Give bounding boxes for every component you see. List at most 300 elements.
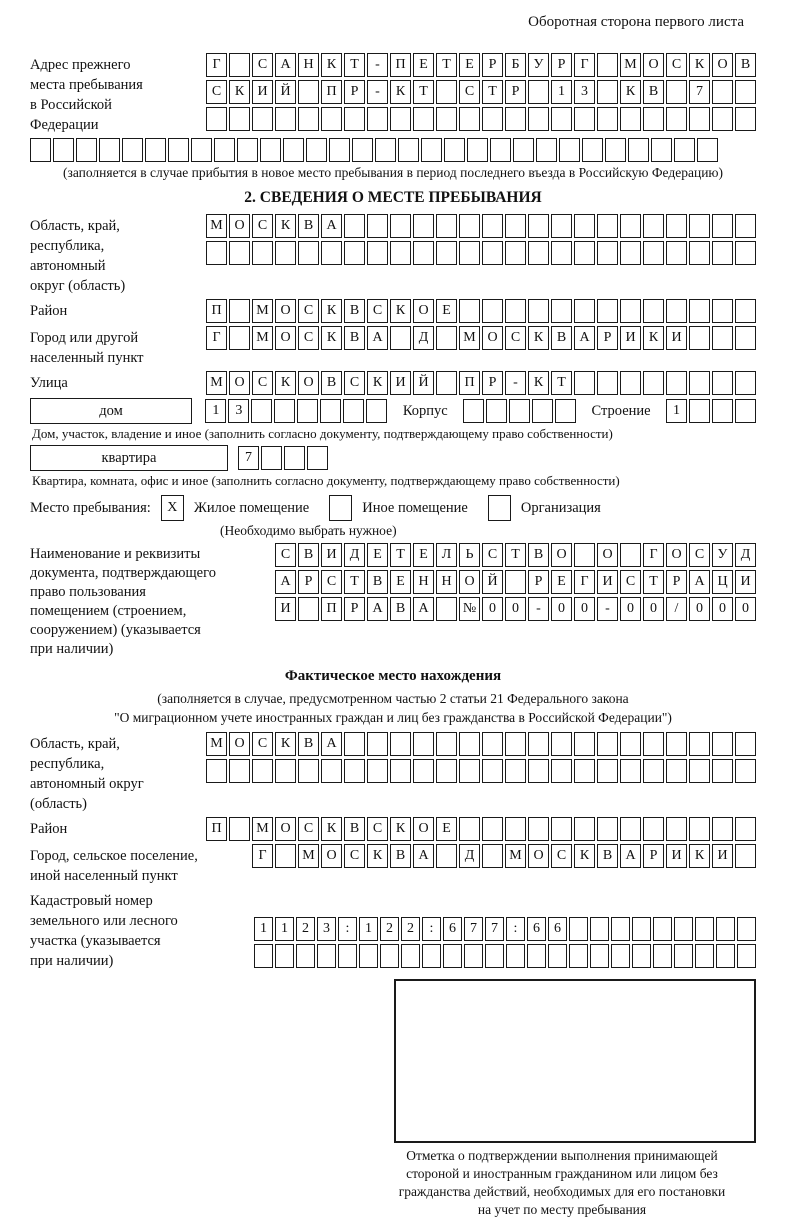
char-cell [436,597,457,621]
char-cell [329,138,350,162]
char-cell: Т [505,543,526,567]
char-cell [436,732,457,756]
char-cell [436,214,457,238]
char-cell [320,399,341,423]
char-cell: Т [344,53,365,77]
char-cell [436,844,457,868]
char-cell: С [689,543,710,567]
char-cell: П [459,371,480,395]
char-cell: С [551,844,572,868]
char-cell: 0 [689,597,710,621]
char-cell [298,241,319,265]
char-cell [712,759,733,783]
apartment-box-label: квартира [30,445,228,471]
char-cell [674,944,693,968]
char-cell [735,817,756,841]
char-cell [275,759,296,783]
char-cell [390,214,411,238]
char-cell [551,817,572,841]
char-cell: К [275,732,296,756]
char-cell: Н [436,570,457,594]
fact-region-grid-row-1 [178,732,756,756]
char-cell [643,214,664,238]
char-cell [436,107,457,131]
char-cell [229,241,250,265]
char-cell [597,214,618,238]
char-cell [666,371,687,395]
prev-address-grid-row-1 [178,53,756,77]
char-cell [737,944,756,968]
char-cell [569,944,588,968]
fact-region-grid [178,732,756,783]
char-cell: К [321,817,342,841]
char-cell: Л [436,543,457,567]
char-cell [229,759,250,783]
char-cell: Г [574,570,595,594]
city-row [30,326,756,368]
char-cell [298,759,319,783]
char-cell: Р [505,80,526,104]
char-cell: О [413,817,434,841]
char-cell [30,138,51,162]
char-cell [597,241,618,265]
char-cell [413,732,434,756]
char-cell: С [275,543,296,567]
char-cell: С [252,214,273,238]
char-cell [444,138,465,162]
char-cell: О [482,326,503,350]
char-cell [509,399,530,423]
char-cell [666,241,687,265]
stay-type-option-organization: Организация [520,499,601,516]
fact-city-grid [228,844,756,868]
street-grid [178,371,756,395]
char-cell [298,80,319,104]
label-line: Город, сельское поселение, [30,848,198,864]
stroenie-grid [666,399,756,423]
char-cell: В [344,817,365,841]
char-cell [297,399,318,423]
char-cell: Е [436,299,457,323]
region-grid-row-1 [178,214,756,238]
char-cell [735,371,756,395]
fact-district-row [30,817,756,841]
char-cell [527,944,546,968]
char-cell: Г [252,844,273,868]
char-cell: А [367,597,388,621]
char-cell [344,732,365,756]
label-line: автономный округ [30,776,144,792]
char-cell [367,732,388,756]
char-cell [620,241,641,265]
char-cell: В [298,543,319,567]
char-cell [122,138,143,162]
district-grid [178,299,756,323]
char-cell [459,241,480,265]
char-cell: К [390,80,411,104]
char-cell [597,80,618,104]
char-cell [422,944,441,968]
char-cell: Н [298,53,319,77]
char-cell: А [275,570,296,594]
char-cell [436,371,457,395]
char-cell: 0 [643,597,664,621]
char-cell [689,371,710,395]
char-cell: К [229,80,250,104]
char-cell [643,371,664,395]
char-cell: П [206,299,227,323]
char-cell: В [344,299,365,323]
stay-type-row [30,495,756,521]
char-cell [666,817,687,841]
char-cell [237,138,258,162]
prev-address-row [30,53,756,135]
cadastral-grid [228,889,756,968]
char-cell [344,214,365,238]
char-cell [254,944,273,968]
char-cell [666,80,687,104]
char-cell [505,107,526,131]
char-cell [359,944,378,968]
char-cell [506,944,525,968]
document-grid-row-2 [240,570,756,594]
char-cell [459,732,480,756]
char-cell: Г [206,53,227,77]
char-cell: С [252,732,273,756]
char-cell [482,241,503,265]
char-cell [490,138,511,162]
region-grid [178,214,756,265]
char-cell [528,80,549,104]
char-cell [99,138,120,162]
char-cell [689,732,710,756]
char-cell [436,759,457,783]
char-cell: В [597,844,618,868]
stroenie-label: Строение [591,402,651,419]
region-grid-row-2 [178,241,756,265]
char-cell: С [206,80,227,104]
char-cell: В [390,597,411,621]
char-cell [206,759,227,783]
char-cell [284,446,305,470]
char-cell: М [206,214,227,238]
char-cell [735,241,756,265]
char-cell [275,107,296,131]
char-cell: К [367,844,388,868]
char-cell [482,299,503,323]
char-cell: С [344,371,365,395]
char-cell [398,138,419,162]
char-cell: В [551,326,572,350]
apartment-caption: Квартира, комната, офис и иное (заполнить согласно документу, подтверждающему право собственности) [32,473,620,488]
char-cell: Г [206,326,227,350]
char-cell [666,299,687,323]
char-cell: Е [459,53,480,77]
char-cell [413,107,434,131]
char-cell: К [275,214,296,238]
char-cell: С [367,817,388,841]
char-cell: К [620,80,641,104]
stay-type-checkbox-other [329,495,352,521]
char-cell: Й [482,570,503,594]
char-cell [528,732,549,756]
char-cell [574,214,595,238]
char-cell [486,399,507,423]
char-cell [298,107,319,131]
house-row [30,398,756,424]
char-cell [528,759,549,783]
char-cell [260,138,281,162]
char-cell: О [298,371,319,395]
district-label: Район [30,303,68,319]
char-cell [344,241,365,265]
char-cell: С [252,53,273,77]
char-cell [229,299,250,323]
cadastral-grid-row-1 [228,917,756,941]
char-cell: Д [459,844,480,868]
char-cell [390,759,411,783]
char-cell [367,241,388,265]
char-cell [229,326,250,350]
char-cell: Т [551,371,572,395]
char-cell: Р [528,570,549,594]
char-cell: И [597,570,618,594]
char-cell [597,53,618,77]
char-cell [574,299,595,323]
char-cell [551,299,572,323]
char-cell: У [528,53,549,77]
char-cell: К [689,844,710,868]
char-cell: Р [298,570,319,594]
char-cell [366,399,387,423]
char-cell [651,138,672,162]
char-cell [191,138,212,162]
char-cell [229,53,250,77]
char-cell: Й [413,371,434,395]
char-cell: М [505,844,526,868]
korpus-label: Корпус [402,402,448,419]
char-cell [528,817,549,841]
char-cell [485,944,504,968]
char-cell [459,214,480,238]
char-cell: Г [574,53,595,77]
char-cell [317,944,336,968]
district-row [30,299,756,323]
char-cell: И [321,543,342,567]
confirmation-area [30,979,756,1219]
fact-city-row [30,844,756,886]
char-cell [482,732,503,756]
char-cell [464,944,483,968]
label-line: при наличии) [30,641,114,657]
char-cell [413,241,434,265]
prev-address-grid-row-3 [178,107,756,131]
char-cell: В [367,570,388,594]
char-cell [597,817,618,841]
char-cell [643,732,664,756]
char-cell [735,844,756,868]
prev-address-grid [178,53,756,131]
char-cell: К [321,299,342,323]
char-cell [574,732,595,756]
char-cell: : [338,917,357,941]
char-cell [168,138,189,162]
char-cell: 0 [712,597,733,621]
char-cell [735,214,756,238]
char-cell [620,817,641,841]
char-cell: К [367,371,388,395]
char-cell [306,138,327,162]
char-cell [528,299,549,323]
char-cell [712,80,733,104]
char-cell: О [275,326,296,350]
char-cell: 6 [527,917,546,941]
char-cell [482,817,503,841]
char-cell: Р [666,570,687,594]
char-cell [214,138,235,162]
fact-city-label [30,844,228,886]
char-cell [574,371,595,395]
char-cell: В [735,53,756,77]
char-cell: Е [367,543,388,567]
char-cell [689,107,710,131]
label-line: Адрес прежнего [30,57,131,73]
char-cell [605,138,626,162]
document-label [30,543,240,659]
char-cell: 0 [551,597,572,621]
char-cell [643,241,664,265]
char-cell [689,241,710,265]
char-cell [695,944,714,968]
char-cell: В [344,326,365,350]
char-cell [620,543,641,567]
char-cell: 1 [205,399,226,423]
label-line: земельного или лесного [30,913,178,929]
char-cell: А [413,597,434,621]
char-cell: Р [482,371,503,395]
char-cell [712,214,733,238]
char-cell: У [712,543,733,567]
char-cell [436,241,457,265]
char-cell: В [643,80,664,104]
char-cell [536,138,557,162]
char-cell: Е [551,570,572,594]
char-cell: 0 [482,597,503,621]
char-cell: С [620,570,641,594]
char-cell [559,138,580,162]
char-cell [569,917,588,941]
char-cell [76,138,97,162]
char-cell: Й [275,80,296,104]
char-cell [712,241,733,265]
char-cell: Т [390,543,411,567]
char-cell [574,543,595,567]
label-line: автономный [30,258,106,274]
char-cell: К [390,817,411,841]
fact-region-grid-row-2 [178,759,756,783]
char-cell: И [666,844,687,868]
char-cell [620,299,641,323]
char-cell [548,944,567,968]
char-cell [674,917,693,941]
char-cell [574,759,595,783]
char-cell: Б [505,53,526,77]
char-cell: П [321,597,342,621]
label-line: республика, [30,238,105,254]
char-cell [229,817,250,841]
char-cell [367,107,388,131]
label-line: Кадастровый номер [30,893,153,909]
char-cell: О [413,299,434,323]
char-cell: С [298,326,319,350]
char-cell: М [459,326,480,350]
char-cell [620,759,641,783]
char-cell: 1 [551,80,572,104]
char-cell [344,107,365,131]
char-cell [643,107,664,131]
char-cell: И [666,326,687,350]
char-cell [298,597,319,621]
char-cell [643,817,664,841]
char-cell [252,107,273,131]
char-cell [574,817,595,841]
char-cell: М [206,371,227,395]
char-cell: В [298,732,319,756]
char-cell: К [689,53,710,77]
char-cell: Е [413,543,434,567]
street-grid-row [178,371,756,395]
char-cell [443,944,462,968]
fact-district-grid [178,817,756,841]
city-grid [178,326,756,350]
house-box-label: дом [30,398,192,424]
char-cell [482,107,503,131]
char-cell: К [574,844,595,868]
cadastral-row [30,889,756,971]
char-cell: Т [643,570,664,594]
char-cell: 7 [464,917,483,941]
char-cell [505,214,526,238]
char-cell [737,917,756,941]
char-cell [597,732,618,756]
char-cell: М [252,817,273,841]
char-cell [735,299,756,323]
char-cell [401,944,420,968]
document-row [30,543,756,659]
char-cell [590,944,609,968]
stay-type-label: Место пребывания: [30,499,151,516]
char-cell [421,138,442,162]
fact-region-row [30,732,756,814]
char-cell: Т [482,80,503,104]
char-cell [666,732,687,756]
char-cell [367,759,388,783]
char-cell: К [390,299,411,323]
document-grid-row-3 [240,597,756,621]
char-cell: А [620,844,641,868]
char-cell [551,759,572,783]
label-line: населенный пункт [30,350,144,366]
char-cell: 0 [735,597,756,621]
char-cell [689,399,710,423]
char-cell: / [666,597,687,621]
char-cell [532,399,553,423]
char-cell: С [367,299,388,323]
fact-district-grid-row [178,817,756,841]
stay-type-note: (Необходимо выбрать нужное) [220,523,397,538]
char-cell: О [597,543,618,567]
char-cell: 6 [443,917,462,941]
